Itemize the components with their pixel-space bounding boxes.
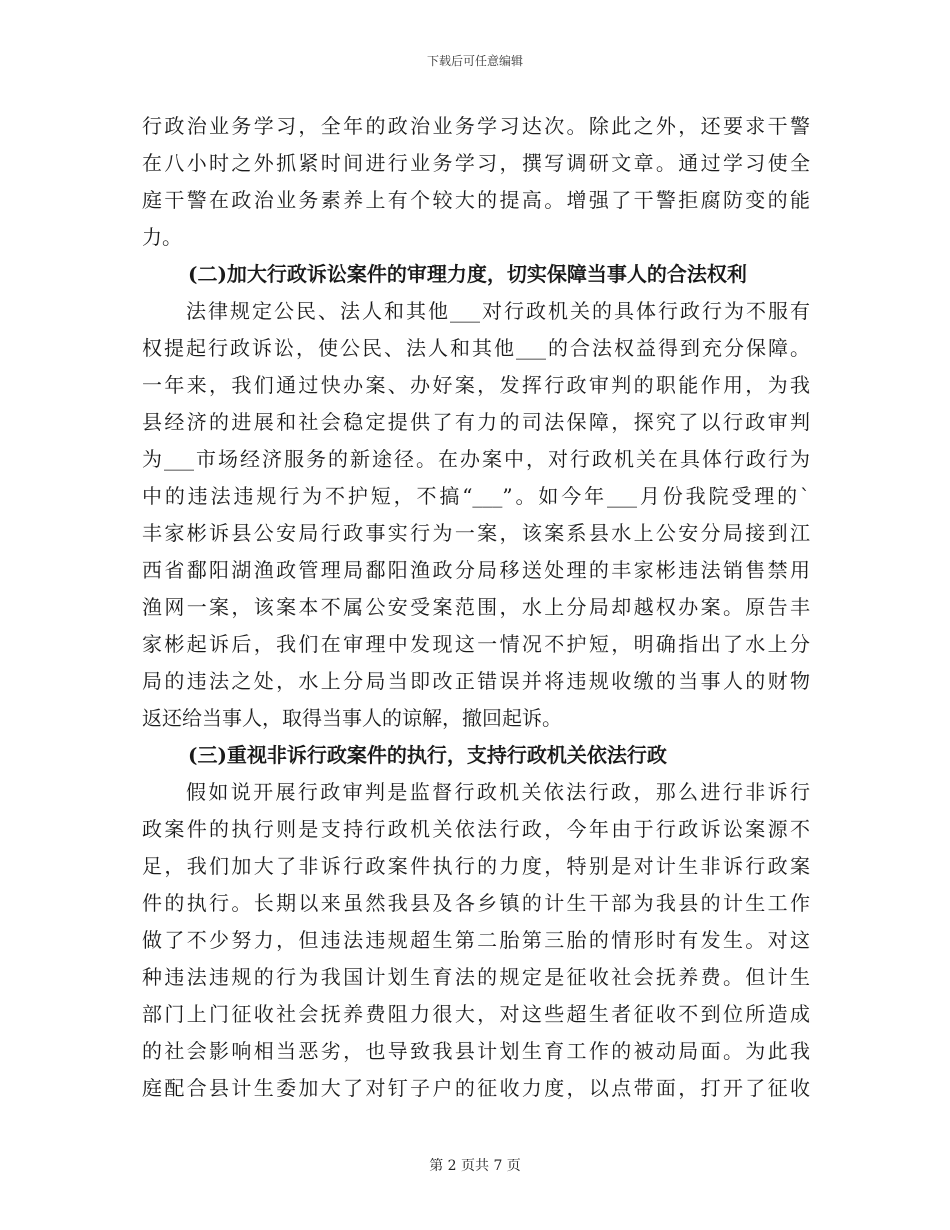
text-line: 部门上门征收社会抚养费阻力很大，对这些超生者征收不到位所造成 (142, 1002, 810, 1026)
page-footer: 第 2 页共 7 页 (429, 1158, 521, 1174)
text-line: 足，我们加大了非诉行政案件执行的力度，特别是对计生非诉行政案 (142, 854, 810, 878)
text-line: 渔网一案，该案本不属公安受案范围，水上分局却越权办案。原告丰 (142, 595, 810, 619)
text-line: 县经济的进展和社会稳定提供了有力的司法保障，探究了以行政审判 (142, 410, 810, 434)
text-line: 为___市场经济服务的新途径。在办案中，对行政机关在具体行政行为 (142, 447, 810, 471)
text-line: 法律规定公民、法人和其他___对行政机关的具体行政行为不服有 (186, 299, 810, 323)
section-heading: (三)重视非诉行政案件的执行，支持行政机关依法行政 (188, 743, 667, 767)
text-line: 做了不少努力，但违法违规超生第二胎第三胎的情形时有发生。对这 (142, 928, 810, 952)
text-line: 行政治业务学习，全年的政治业务学习达次。除此之外，还要求干警 (142, 114, 810, 138)
page-header: 下载后可任意编辑 (426, 54, 523, 68)
text-line: 政案件的执行则是支持行政机关依法行政，今年由于行政诉讼案源不 (142, 817, 810, 841)
text-line: 西省鄱阳湖渔政管理局鄱阳渔政分局移送处理的丰家彬违法销售禁用 (142, 558, 810, 582)
text-line: 丰家彬诉县公安局行政事实行为一案，该案系县水上公安分局接到江 (142, 521, 810, 545)
section-heading: (二)加大行政诉讼案件的审理力度，切实保障当事人的合法权利 (188, 262, 747, 286)
text-line: 一年来，我们通过快办案、办好案，发挥行政审判的职能作用，为我 (142, 373, 810, 397)
document-body (142, 108, 810, 1107)
text-line: 力。 (142, 225, 182, 249)
text-line: 庭干警在政治业务素养上有个较大的提高。增强了干警拒腐防变的能 (142, 188, 810, 212)
text-line: 假如说开展行政审判是监督行政机关依法行政，那么进行非诉行 (186, 780, 810, 804)
text-line: 中的违法违规行为不护短，不搞“___”。如今年___月份我院受理的` (142, 484, 810, 508)
text-line: 的社会影响相当恶劣，也导致我县计划生育工作的被动局面。为此我 (142, 1039, 810, 1063)
text-line: 返还给当事人，取得当事人的谅解，撤回起诉。 (142, 706, 562, 730)
text-line: 局的违法之处，水上分局当即改正错误并将违规收缴的当事人的财物 (142, 669, 810, 693)
text-line: 件的执行。长期以来虽然我县及各乡镇的计生干部为我县的计生工作 (142, 891, 810, 915)
text-line: 庭配合县计生委加大了对钉子户的征收力度，以点带面，打开了征收 (142, 1076, 810, 1100)
text-line: 在八小时之外抓紧时间进行业务学习，撰写调研文章。通过学习使全 (142, 151, 810, 175)
text-line: 家彬起诉后，我们在审理中发现这一情况不护短，明确指出了水上分 (142, 632, 810, 656)
text-line: 权提起行政诉讼，使公民、法人和其他___的合法权益得到充分保障。 (142, 336, 810, 360)
text-line: 种违法违规的行为我国计划生育法的规定是征收社会抚养费。但计生 (142, 965, 810, 989)
